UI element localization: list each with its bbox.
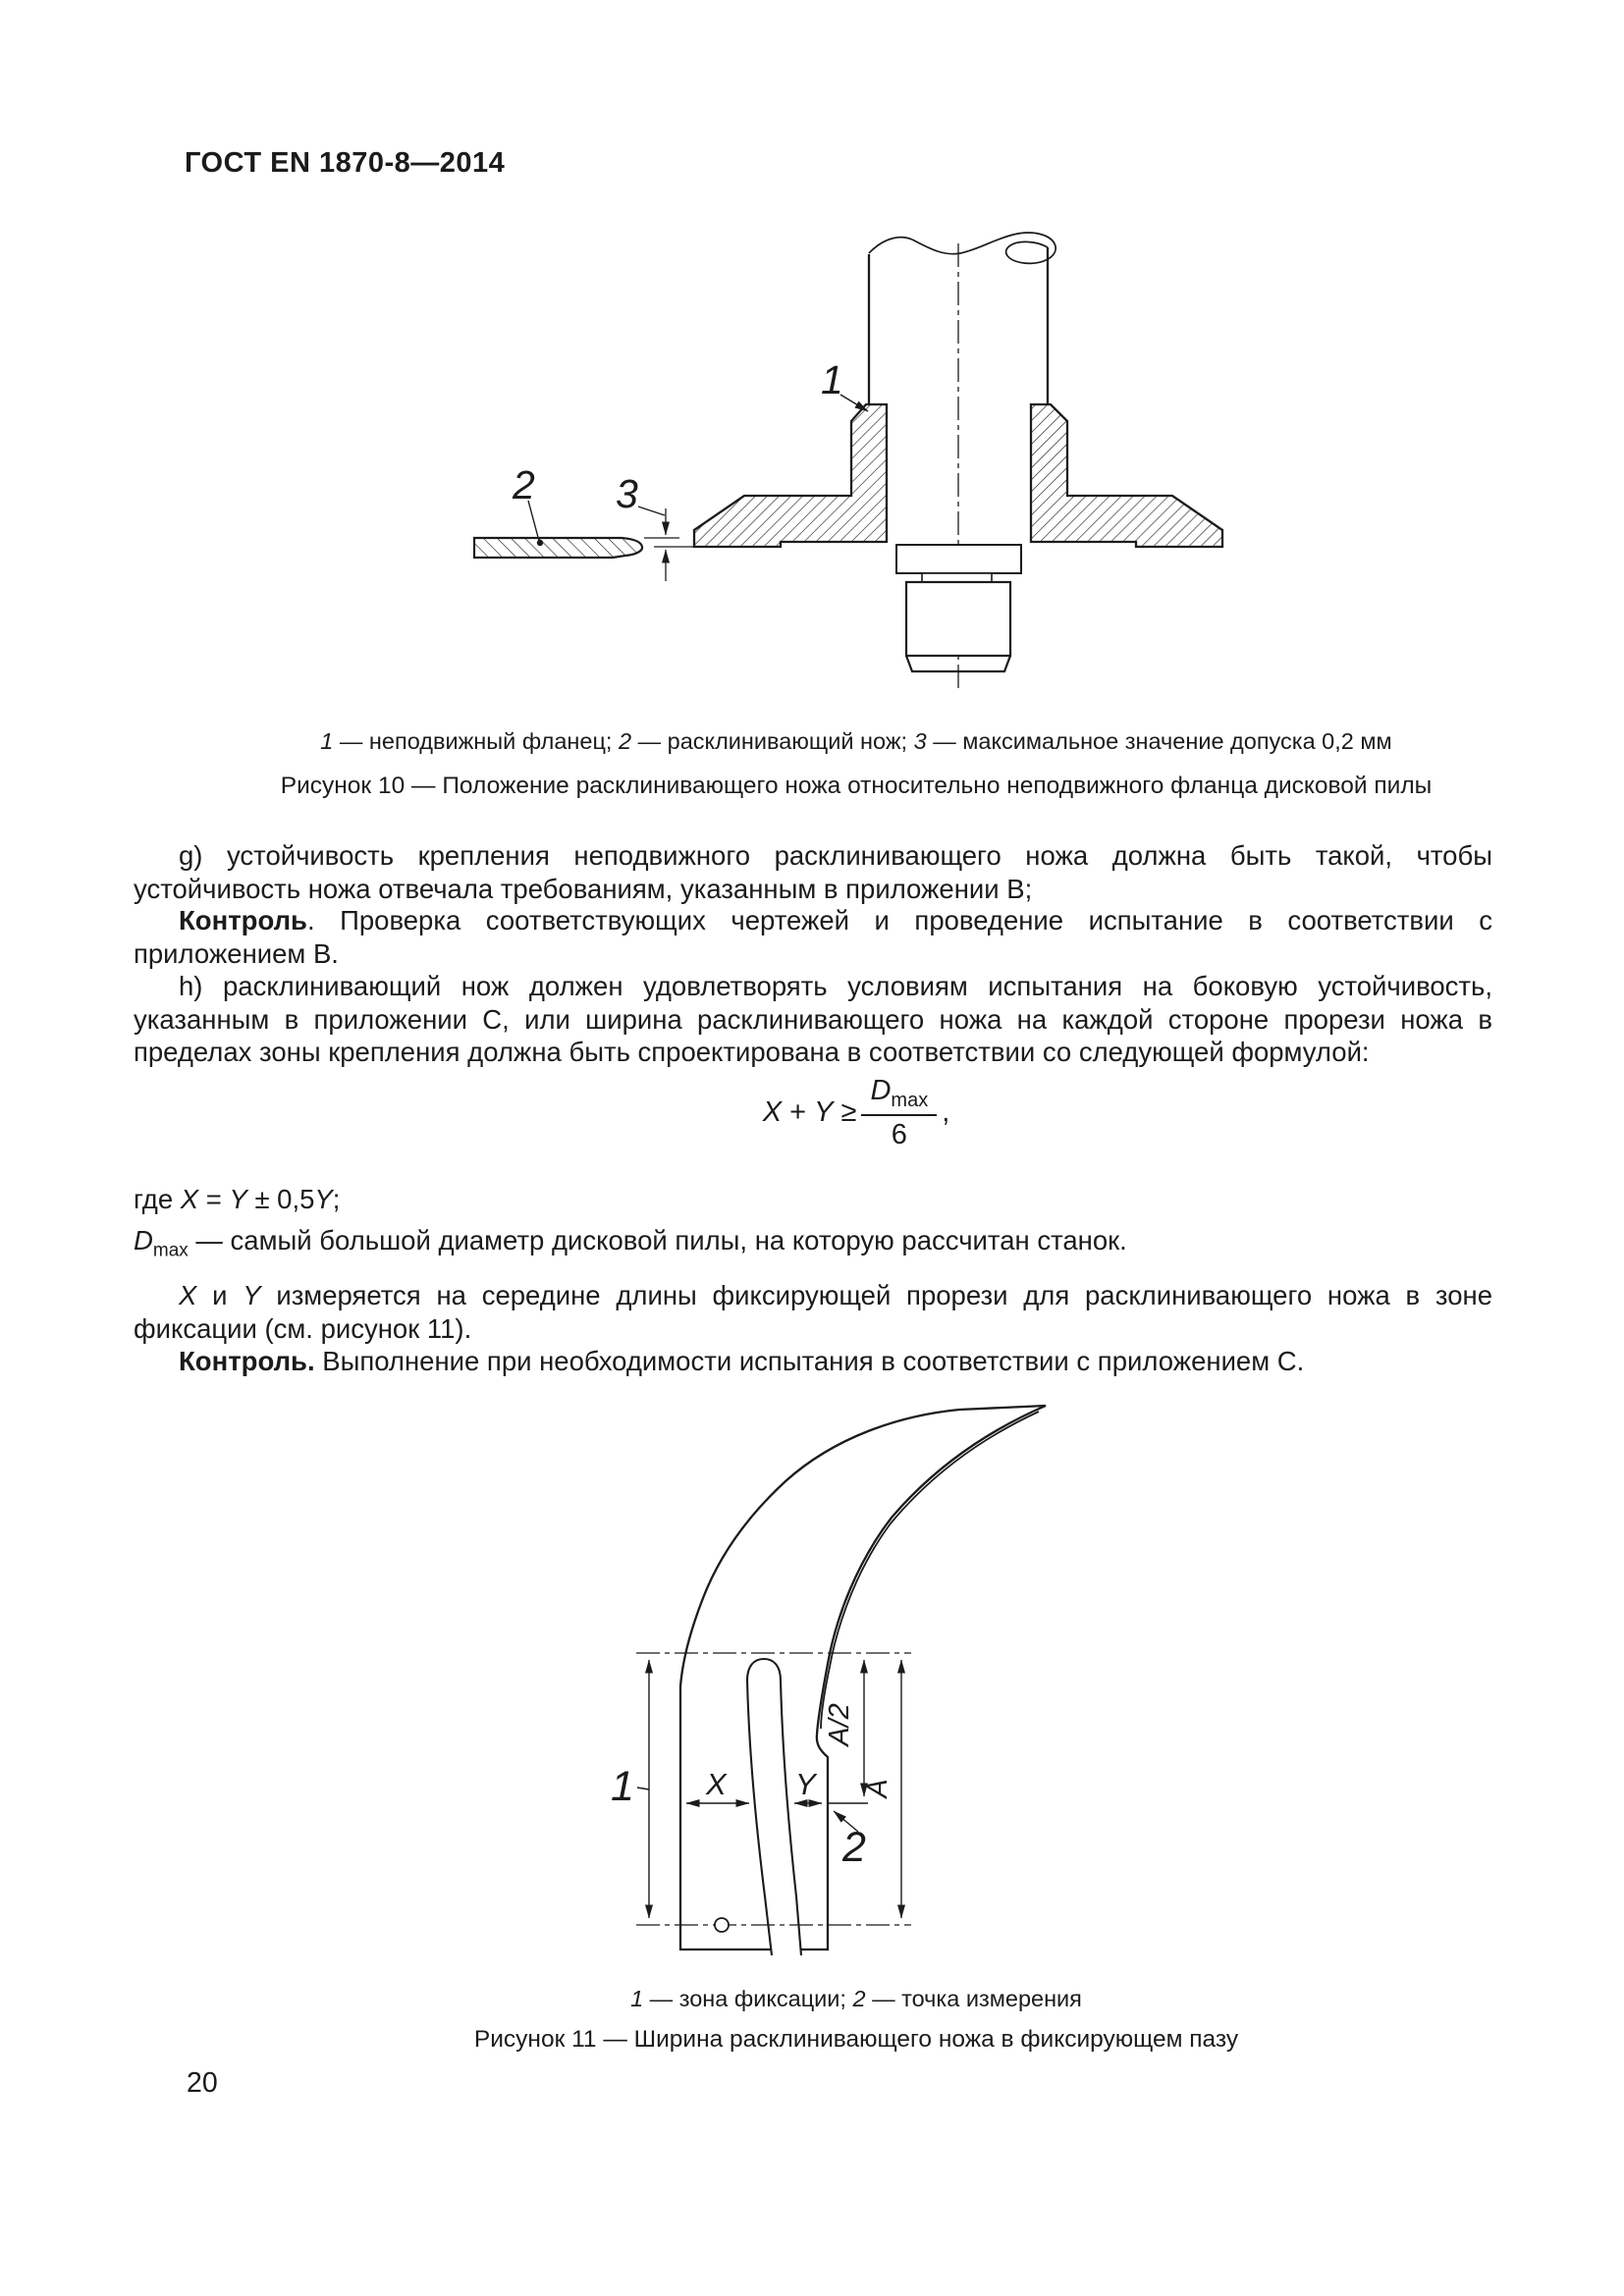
formula-comma: , bbox=[942, 1096, 950, 1129]
figure11-drawing bbox=[589, 1394, 1060, 1963]
legend11-num-2: 2 bbox=[852, 1986, 866, 2011]
dmax-definition: $D_{max}$ — самый большой диаметр дисковой пилы, на которую рассчитан станок. bbox=[134, 1225, 1127, 1261]
paragraph-item-h: h) расклинивающий нож должен удовлетворять условиям испытания на боковую устойчивость, указанным в приложении C, или ширина расклинивающего ножа на каждой стороне прорези ножа в пределах зоны крепления должна быть спроектирована в соответствии со следующей формулой: bbox=[134, 971, 1492, 1067]
where-line: где X = Y ± 0,5Y; bbox=[134, 1184, 341, 1214]
fig10-bolt-assembly bbox=[896, 545, 1021, 671]
legend10-num-2: 2 bbox=[619, 728, 632, 754]
fig10-tolerance-dimension bbox=[644, 508, 694, 581]
fig10-knife-leader-dot bbox=[537, 540, 543, 546]
figure10-legend bbox=[134, 728, 1579, 755]
control-2-rest: Выполнение при необходимости испытания в соответствии с приложением C. bbox=[314, 1346, 1305, 1376]
fig10-knife-label: 2 bbox=[513, 462, 535, 507]
figure10-drawing bbox=[452, 224, 1237, 695]
paragraph-control-1 bbox=[134, 904, 1492, 970]
figure11-caption: Рисунок 11 — Ширина расклинивающего ножа в фиксирующем пазу bbox=[473, 2026, 1239, 2053]
legend10-num-1: 1 bbox=[320, 728, 334, 754]
fig11-a-half-label: A/2 bbox=[824, 1703, 855, 1746]
figure11-legend bbox=[134, 1986, 1579, 2012]
fig10-tolerance-label: 3 bbox=[616, 471, 638, 516]
fig10-tolerance-leader bbox=[638, 507, 665, 515]
fig11-point-label: 2 bbox=[842, 1824, 866, 1871]
fig10-shaft bbox=[869, 233, 1056, 404]
legend10-num-3: 3 bbox=[913, 728, 927, 754]
paragraph-xy: X и Y измеряется на середине длины фиксирующей прорези для расклинивающего ножа в зоне фиксации (см. рисунок 11). bbox=[134, 1280, 1492, 1344]
control-1-rest: . Проверка соответствующих чертежей и проведение испытание в соответствии с приложением B. bbox=[134, 905, 1492, 969]
fig11-mounting-hole bbox=[715, 1918, 729, 1932]
fig11-a-label: A bbox=[862, 1779, 893, 1798]
formula-lhs: X + Y ≥ bbox=[762, 1096, 857, 1129]
fig11-x-label: X bbox=[706, 1767, 727, 1801]
legend11-text-1: — зона фиксации; bbox=[643, 1986, 853, 2011]
control-1-lead: Контроль bbox=[179, 905, 307, 935]
fig10-flange-label: 1 bbox=[821, 357, 843, 402]
formula-fraction bbox=[861, 1077, 937, 1149]
figure10-caption: Рисунок 10 — Положение расклинивающего ножа относительно неподвижного фланца дисковой пилы bbox=[280, 773, 1433, 799]
page-number: 20 bbox=[187, 2067, 218, 2099]
legend11-num-1: 1 bbox=[630, 1986, 644, 2011]
formula-numerator: $D_{max}$ bbox=[861, 1077, 937, 1116]
fig10-flange-leader bbox=[840, 395, 868, 411]
legend10-text-3: — максимальное значение допуска 0,2 мм bbox=[926, 728, 1392, 754]
fig11-zone-label: 1 bbox=[611, 1763, 634, 1810]
fig11-zone-label-tick bbox=[637, 1788, 649, 1789]
formula bbox=[134, 1077, 1579, 1149]
legend10-text-2: — расклинивающий нож; bbox=[631, 728, 914, 754]
formula-denominator: 6 bbox=[891, 1118, 907, 1150]
paragraph-item-g: g) устойчивость крепления неподвижного расклинивающего ножа должна быть такой, чтобы устойчивость ножа отвечала требованиям, указанным в приложении B; bbox=[134, 840, 1492, 904]
fig11-y-label: Y bbox=[795, 1767, 816, 1801]
control-2-lead: Контроль. bbox=[179, 1346, 315, 1376]
legend10-text-1: — неподвижный фланец; bbox=[333, 728, 619, 754]
fig10-riving-knife bbox=[474, 538, 642, 558]
legend11-text-2: — точка измерения bbox=[865, 1986, 1082, 2011]
page-header: ГОСТ EN 1870-8—2014 bbox=[185, 147, 506, 179]
paragraph-control-2 bbox=[134, 1345, 1492, 1378]
